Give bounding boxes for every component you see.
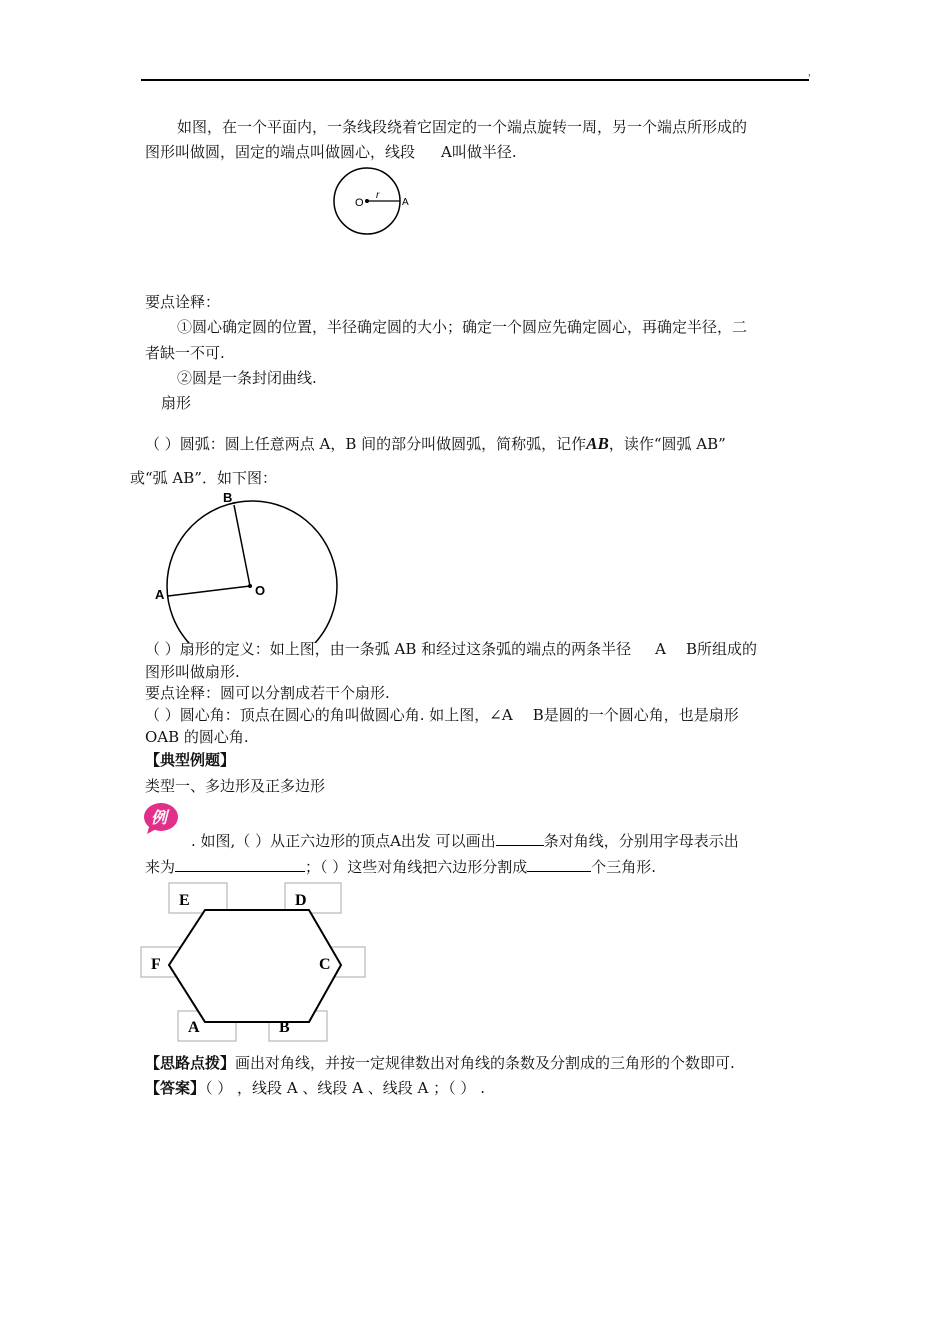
sector-definition-text: （ ）扇形的定义：如上图，由一条弧 AB 和经过这条弧的端点的两条半径 xyxy=(145,640,632,658)
arc-definition-line-1 xyxy=(145,434,726,454)
central-angle-text: （ ）圆心角：顶点在圆心的角叫做圆心角. 如上图，∠A xyxy=(145,706,513,724)
radius-label: r xyxy=(376,190,380,201)
center-dot xyxy=(365,199,369,203)
central-angle-line-2: OAB 的圆心角. xyxy=(145,728,249,746)
central-angle-text-2: B是圆的一个圆心角，也是扇形 xyxy=(532,706,739,724)
example-question-text-3: 来为 xyxy=(145,858,176,876)
circle-definition-line-2 xyxy=(145,142,517,162)
type-one-heading: 类型一、多边形及正多边形 xyxy=(145,777,326,795)
answer-blank-1[interactable] xyxy=(496,829,544,846)
arc-symbol: AB xyxy=(586,434,609,453)
point-a-label: A xyxy=(402,197,409,208)
sector-radius-a: A xyxy=(655,640,667,658)
note-item-1a: ①圆心确定圆的位置，半径确定圆的大小；确定一个圆应先确定圆心，再确定半径，二 xyxy=(177,318,748,336)
circle-definition-text: 图形叫做圆，固定的端点叫做圆心，线段 xyxy=(145,143,416,161)
example-badge-icon xyxy=(143,801,183,835)
sector-circle-outline xyxy=(167,501,337,643)
radius-oa xyxy=(168,586,250,596)
example-question-text-2: 条对角线，分别用字母表示出 xyxy=(543,832,739,850)
vertex-label-d: D xyxy=(295,892,307,909)
hexagon-shape xyxy=(169,910,341,1022)
answer-blank-3[interactable] xyxy=(527,855,591,872)
examples-title: 【典型例题】 xyxy=(145,751,236,769)
header-tick: ' xyxy=(808,74,811,84)
sector-note: 要点诠释：圆可以分割成若干个扇形. xyxy=(145,684,390,702)
central-angle-line-1 xyxy=(145,705,739,725)
label-box-d xyxy=(285,883,341,913)
circle-definition-line-1: 如图，在一个平面内，一条线段绕着它固定的一个端点旋转一周，另一个端点所形成的 xyxy=(177,118,748,136)
arc-text: （ ）圆弧：圆上任意两点 A，B 间的部分叫做圆弧，简称弧，记作 xyxy=(145,435,587,453)
radius-text: A叫做半径. xyxy=(441,143,517,161)
section-heading-sector: 扇形 xyxy=(161,394,192,412)
label-o: O xyxy=(255,583,266,598)
vertex-label-f: F xyxy=(151,956,161,973)
hint-text: 画出对角线，并按一定规律数出对角线的条数及分割成的三角形的个数即可. xyxy=(235,1054,735,1072)
sector-definition-line-2: 图形叫做扇形. xyxy=(145,663,240,681)
sector-radius-b: B所组成的 xyxy=(686,640,758,658)
label-b: B xyxy=(223,490,233,505)
hint-label: 【思路点拨】 xyxy=(145,1054,236,1072)
example-question-text: . 如图,（ ）从正六边形的顶点A出发 可以画出 xyxy=(191,832,496,850)
example-question-line-2 xyxy=(145,855,656,877)
label-a: A xyxy=(155,587,165,602)
example-question-text-5: 个三角形. xyxy=(591,858,657,876)
sector-definition-line-1 xyxy=(145,639,757,659)
example-question-text-4: ；（ ）这些对角线把六边形分割成 xyxy=(305,858,528,876)
answer-blank-2[interactable] xyxy=(175,855,305,872)
sector-center-dot xyxy=(248,584,252,588)
circle-figure xyxy=(325,165,425,245)
vertex-label-a: A xyxy=(188,1019,200,1036)
note-item-2: ②圆是一条封闭曲线. xyxy=(177,369,317,387)
answer-label: 【答案】 xyxy=(145,1079,206,1097)
header-rule xyxy=(141,79,809,81)
arc-definition-line-2: 或“弧 AB”．如下图： xyxy=(130,469,277,487)
vertex-label-e: E xyxy=(179,892,190,909)
vertex-label-c: C xyxy=(319,956,331,973)
vertex-label-b: B xyxy=(279,1019,290,1036)
example-question-line-1 xyxy=(191,829,739,851)
sector-figure xyxy=(150,488,350,643)
center-label: O xyxy=(355,197,364,209)
label-box-e xyxy=(169,883,227,913)
hint-line xyxy=(145,1053,735,1073)
note-item-1b: 者缺一不可. xyxy=(145,344,225,362)
answer-text: （ ） ，线段 A 、线段 A 、线段 A ；（ ） . xyxy=(205,1079,485,1097)
radius-ob xyxy=(234,505,250,586)
notes-title: 要点诠释： xyxy=(145,293,221,311)
example-badge-label: 例 xyxy=(151,810,168,827)
hexagon-figure xyxy=(135,880,375,1045)
answer-line xyxy=(145,1078,485,1098)
arc-reading-text: ，读作“圆弧 AB” xyxy=(608,435,726,453)
